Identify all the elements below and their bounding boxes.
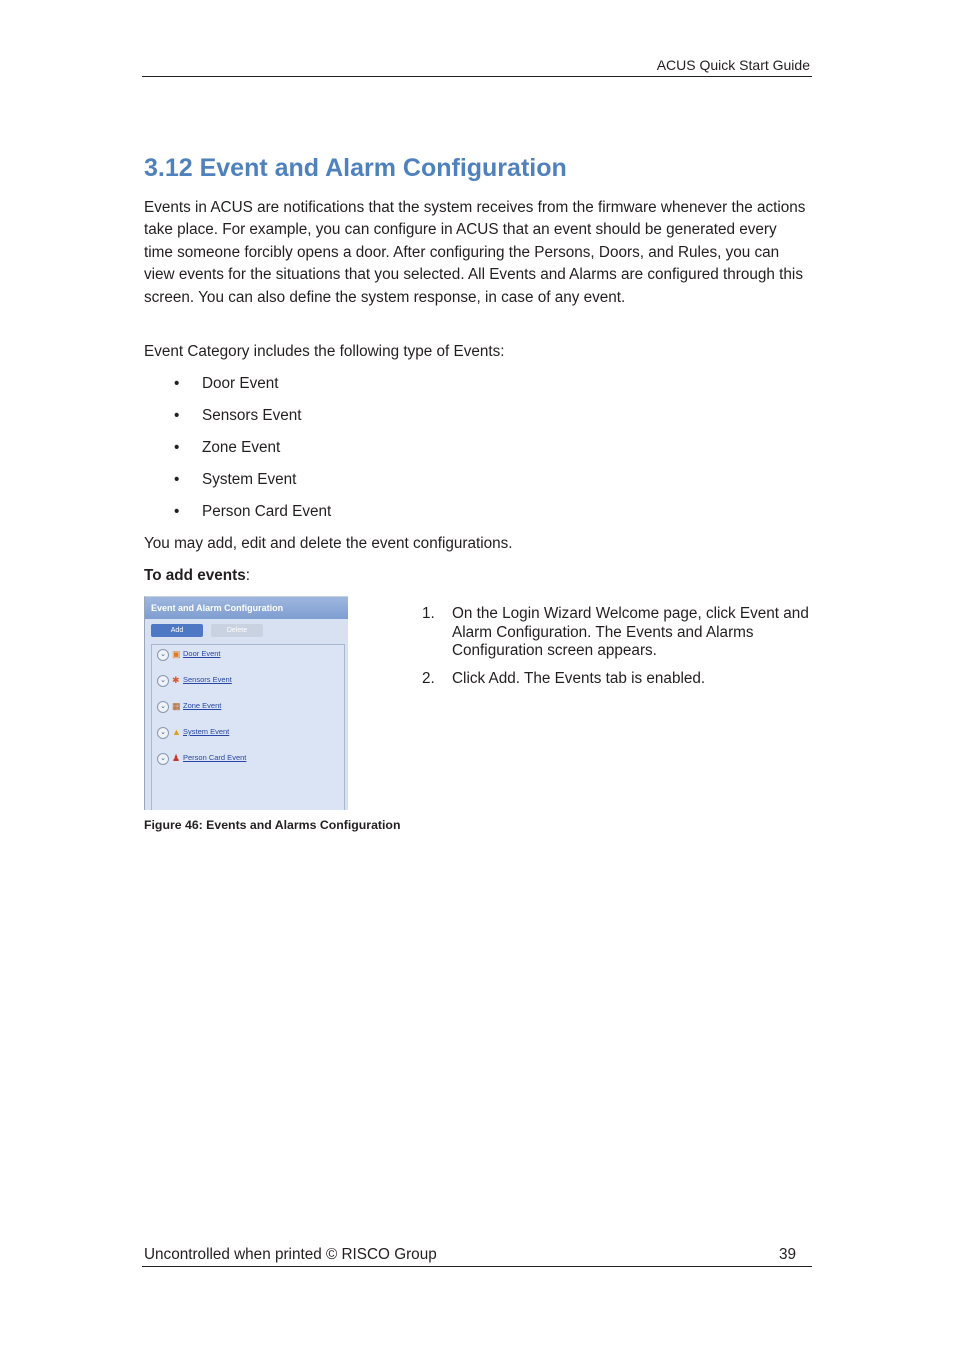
list-item-label: Door Event (202, 375, 279, 392)
figure-screenshot (144, 596, 348, 810)
manage-paragraph: You may add, edit and delete the event configurations. (144, 535, 513, 552)
chevron-down-icon[interactable]: ⌄ (157, 753, 169, 765)
event-category-link[interactable]: Door Event (183, 649, 221, 658)
bullet-icon: • (174, 471, 180, 488)
procedure-steps (422, 605, 832, 697)
door-icon: ▣ (172, 649, 181, 659)
event-category-link[interactable]: Zone Event (183, 701, 222, 710)
figure-window-title: Event and Alarm Configuration (145, 597, 348, 619)
event-category-link[interactable]: Person Card Event (183, 753, 247, 762)
list-item-label: System Event (202, 471, 297, 488)
category-paragraph: Event Category includes the following type of Events: (144, 343, 505, 360)
system-icon: ▲ (172, 727, 181, 737)
running-footer (142, 1246, 812, 1267)
chevron-down-icon[interactable]: ⌄ (157, 701, 169, 713)
bullet-icon: • (174, 407, 180, 424)
chevron-down-icon[interactable]: ⌄ (157, 649, 169, 661)
procedure-step (422, 605, 832, 661)
step-text: Click Add. The Events tab is enabled. (452, 669, 706, 687)
intro-paragraph: Events in ACUS are notifications that the system receives from the firmware whenever the actions take place. For example, you can configure in ACUS that an event should be generated every time someone forcibly opens a door. After configuring the Persons, Doors, and Rules, you can view events for the situations that you selected. All Events and Alarms are configured through this screen. You can also define the system response, in case of any event. (144, 199, 806, 306)
figure-caption: Figure 46: Events and Alarms Configuration (144, 818, 401, 832)
list-item-label: Zone Event (202, 439, 281, 456)
event-category-item[interactable] (157, 725, 337, 739)
procedure-step (422, 670, 832, 689)
person-card-icon: ♟ (172, 753, 181, 763)
section-heading: 3.12 Event and Alarm Configuration (144, 154, 567, 182)
step-number: 1. (422, 605, 435, 622)
step-text: On the Login Wizard Welcome page, click Event and Alarm Configuration. The Events and Alarms Configuration screen appears. (452, 605, 809, 659)
figure-toolbar (145, 619, 348, 637)
event-category-panel (151, 644, 345, 810)
footer-copyright: Uncontrolled when printed © RISCO Group (144, 1246, 437, 1263)
document-title: ACUS Quick Start Guide (656, 57, 810, 73)
page-number: 39 (778, 1246, 796, 1263)
delete-button[interactable]: Delete (211, 624, 263, 637)
running-header (142, 57, 812, 77)
bullet-icon: • (174, 375, 180, 392)
procedure-heading-colon: : (245, 567, 250, 584)
procedure-heading (144, 565, 809, 587)
list-item-label: Person Card Event (202, 503, 332, 520)
event-category-item[interactable] (157, 699, 337, 713)
zone-icon: ▦ (172, 701, 181, 711)
bullet-icon: • (174, 439, 180, 456)
event-category-link[interactable]: System Event (183, 727, 230, 736)
procedure-heading-label: To add events (144, 567, 246, 584)
add-button[interactable]: Add (151, 624, 203, 637)
step-number: 2. (422, 669, 435, 687)
bullet-icon: • (174, 503, 180, 520)
list-item-label: Sensors Event (202, 407, 302, 424)
event-category-item[interactable] (157, 647, 337, 661)
event-category-item[interactable] (157, 751, 337, 765)
event-category-link[interactable]: Sensors Event (183, 675, 232, 684)
event-category-item[interactable] (157, 673, 337, 687)
sensor-icon: ✱ (172, 675, 180, 685)
chevron-down-icon[interactable]: ⌄ (157, 727, 169, 739)
chevron-down-icon[interactable]: ⌄ (157, 675, 169, 687)
